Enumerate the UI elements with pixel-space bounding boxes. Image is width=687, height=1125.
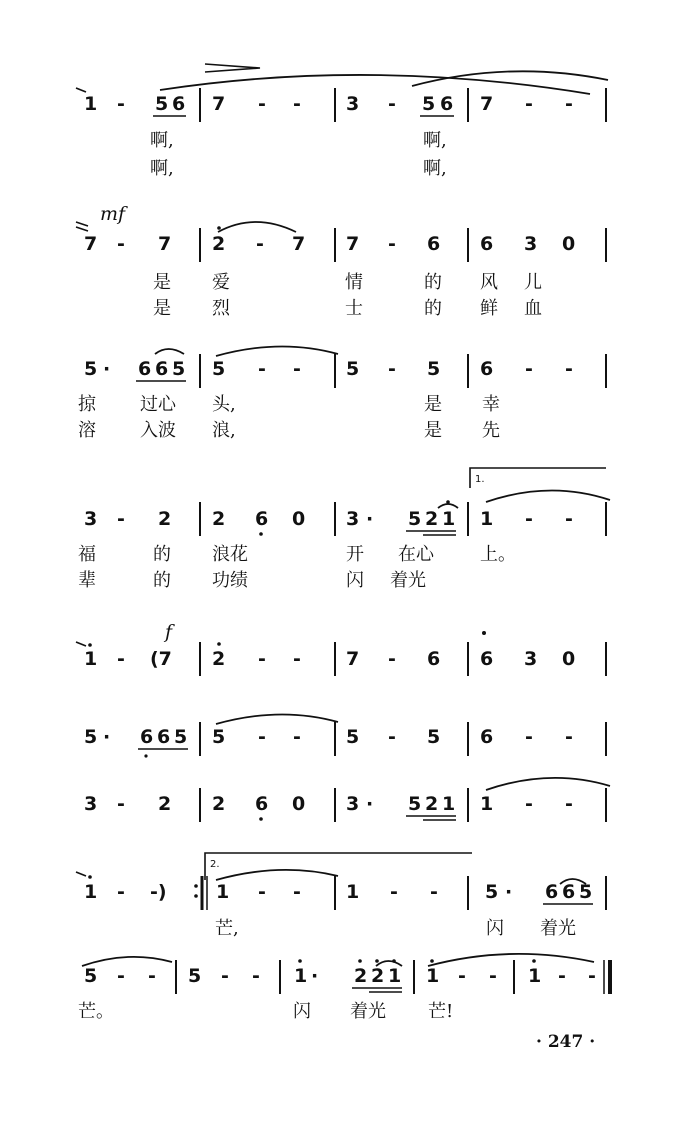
note: · [366, 508, 374, 530]
lyric: 开 [346, 544, 364, 565]
note: 5 [408, 508, 422, 530]
staff-row-2 [76, 203, 606, 319]
note: 5 [84, 358, 98, 380]
lyric: 着光 [390, 570, 426, 591]
note: 6 [157, 726, 171, 748]
note: 5 [212, 726, 226, 748]
note: 5 [174, 726, 188, 748]
note: - [525, 726, 533, 748]
lyric: 入波 [140, 420, 176, 441]
note: -) [150, 881, 167, 903]
note: 5 [485, 881, 499, 903]
note: 6 [480, 648, 494, 670]
note: - [293, 358, 301, 380]
note: - [525, 793, 533, 815]
lyric: 福 [78, 544, 96, 565]
note: 2 [158, 793, 172, 815]
note: - [258, 358, 266, 380]
second-ending-label: 2. [210, 859, 220, 870]
note: 6 [427, 648, 441, 670]
note: - [117, 93, 125, 115]
note: 7 [346, 233, 360, 255]
note: 2 [425, 508, 439, 530]
note: - [525, 93, 533, 115]
note: - [117, 965, 125, 987]
note: - [388, 93, 396, 115]
note: · [505, 881, 513, 903]
staff-row-9 [78, 954, 610, 1022]
note: - [525, 358, 533, 380]
lyric: 啊, [150, 130, 174, 151]
lyric: 上。 [480, 544, 516, 565]
lyric: 辈 [78, 570, 96, 591]
note: 2 [354, 965, 368, 987]
note: 6 [255, 508, 269, 530]
note: 5 [427, 358, 441, 380]
note: 0 [292, 793, 306, 815]
lyric: 芒。 [78, 1001, 114, 1022]
note: 1 [442, 793, 456, 815]
note: 2 [212, 793, 226, 815]
staff-row-3 [78, 346, 606, 441]
note: - [588, 965, 596, 987]
note: - [565, 508, 573, 530]
note: 2 [158, 508, 172, 530]
lyric: 儿 [524, 272, 542, 293]
note: 0 [292, 508, 306, 530]
lyric: 的 [153, 570, 171, 591]
note: - [489, 965, 497, 987]
lyric: 过心 [140, 394, 176, 415]
note: 1 [442, 508, 456, 530]
note: 5 [427, 726, 441, 748]
note: 3 [524, 648, 538, 670]
note: 6 [140, 726, 154, 748]
note: - [258, 881, 266, 903]
note: 5 [346, 358, 360, 380]
note: - [221, 965, 229, 987]
note: 6 [427, 233, 441, 255]
note: · [366, 793, 374, 815]
note: - [256, 233, 264, 255]
note: - [117, 793, 125, 815]
note: 6 [155, 358, 169, 380]
note: 3 [84, 793, 98, 815]
note: - [148, 965, 156, 987]
note: 5 [346, 726, 360, 748]
note: 1 [528, 965, 542, 987]
lyric: 是 [153, 272, 171, 293]
note: 6 [138, 358, 152, 380]
note: 1 [346, 881, 360, 903]
note: 3 [84, 508, 98, 530]
note: 2 [212, 233, 226, 255]
note: 5 [155, 93, 169, 115]
note: - [430, 881, 438, 903]
note: 6 [480, 233, 494, 255]
note: 6 [172, 93, 186, 115]
note: 5 [172, 358, 186, 380]
note: - [565, 93, 573, 115]
note: - [252, 965, 260, 987]
note: (7 [150, 648, 172, 670]
note: 1 [84, 648, 98, 670]
note: 6 [480, 358, 494, 380]
note: 5 [84, 965, 98, 987]
lyric: 是 [153, 298, 171, 319]
note: · [103, 358, 111, 380]
lyric: 着光 [350, 1001, 386, 1022]
lyric: 烈 [212, 298, 230, 319]
note: - [293, 648, 301, 670]
note: 6 [562, 881, 576, 903]
lyric: 的 [153, 544, 171, 565]
note: - [117, 648, 125, 670]
note: - [565, 793, 573, 815]
note: - [388, 233, 396, 255]
staff-row-1 [76, 64, 608, 179]
lyric: 鲜 [480, 298, 498, 319]
note: 0 [562, 648, 576, 670]
note: 7 [346, 648, 360, 670]
note: 1 [84, 881, 98, 903]
note: 1 [480, 793, 494, 815]
note: 5 [579, 881, 593, 903]
lyric: 溶 [78, 420, 96, 441]
lyric: 浪花 [212, 544, 248, 565]
lyric: 着光 [540, 918, 576, 939]
lyric: 的 [424, 272, 442, 293]
note: 6 [255, 793, 269, 815]
note: 2 [425, 793, 439, 815]
lyric: 啊, [423, 158, 447, 179]
lyric: 风 [480, 272, 498, 293]
note: 3 [346, 93, 360, 115]
first-ending-label: 1. [475, 474, 485, 485]
note: - [293, 93, 301, 115]
note: - [388, 358, 396, 380]
note: 6 [480, 726, 494, 748]
note: 1 [294, 965, 308, 987]
note: 1 [480, 508, 494, 530]
note: 7 [292, 233, 306, 255]
lyric: 掠 [78, 394, 96, 415]
note: - [525, 508, 533, 530]
note: · [103, 726, 111, 748]
note: 3 [346, 793, 360, 815]
note: 3 [346, 508, 360, 530]
lyric: 幸 [482, 394, 500, 415]
lyric: 芒, [215, 918, 239, 939]
note: - [117, 508, 125, 530]
dynamic-f: f [165, 621, 173, 643]
lyric: 是 [424, 420, 442, 441]
staff-row-8 [76, 853, 606, 939]
note: - [258, 93, 266, 115]
lyric: 血 [524, 298, 542, 319]
lyric: 功绩 [212, 570, 248, 591]
note: 7 [84, 233, 98, 255]
note: 5 [422, 93, 436, 115]
note: - [388, 726, 396, 748]
note: 3 [524, 233, 538, 255]
note: - [388, 648, 396, 670]
note: - [258, 726, 266, 748]
note: 0 [562, 233, 576, 255]
page-number: · 247 · [536, 1032, 596, 1052]
note: - [293, 726, 301, 748]
lyric: 啊, [150, 158, 174, 179]
lyric: 啊, [423, 130, 447, 151]
note: · [311, 965, 319, 987]
note: - [565, 358, 573, 380]
note: 5 [84, 726, 98, 748]
note: - [458, 965, 466, 987]
note: 5 [188, 965, 202, 987]
staff-row-7 [84, 778, 610, 822]
lyric: 是 [424, 394, 442, 415]
dynamic-mf: mf [100, 203, 126, 225]
note: 1 [84, 93, 98, 115]
note: 2 [371, 965, 385, 987]
lyric: 闪 [346, 570, 364, 591]
lyric: 闪 [486, 918, 504, 939]
note: - [558, 965, 566, 987]
lyric: 浪, [212, 420, 236, 441]
lyric: 在心 [398, 544, 434, 565]
note: 1 [216, 881, 230, 903]
note: - [117, 881, 125, 903]
note: 5 [408, 793, 422, 815]
note: 2 [212, 648, 226, 670]
lyric: 先 [482, 420, 500, 441]
lyric: 芒! [428, 1001, 454, 1022]
staff-row-4 [78, 468, 610, 591]
note: 2 [212, 508, 226, 530]
lyric: 的 [424, 298, 442, 319]
note: 7 [480, 93, 494, 115]
note: 1 [426, 965, 440, 987]
staff-row-6 [84, 714, 606, 757]
note: 6 [440, 93, 454, 115]
note: - [293, 881, 301, 903]
lyric: 情 [345, 272, 363, 293]
note: - [258, 648, 266, 670]
note: 7 [158, 233, 172, 255]
lyric: 士 [345, 298, 363, 319]
note: 6 [545, 881, 559, 903]
note: 5 [212, 358, 226, 380]
note: 1 [388, 965, 402, 987]
lyric: 头, [212, 394, 236, 415]
staff-row-5 [76, 621, 606, 676]
note: - [565, 726, 573, 748]
lyric: 闪 [293, 1001, 311, 1022]
note: - [117, 233, 125, 255]
lyric: 爱 [212, 272, 230, 293]
note: - [390, 881, 398, 903]
note: 7 [212, 93, 226, 115]
